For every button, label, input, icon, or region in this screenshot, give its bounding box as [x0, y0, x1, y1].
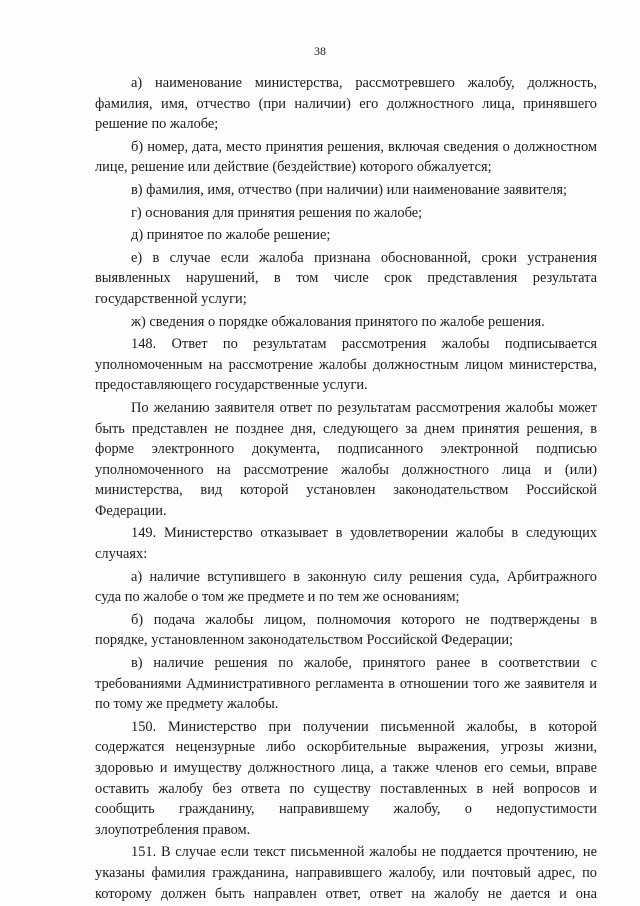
paragraph-item-d-decision: д) принятое по жалобе решение;	[131, 227, 331, 244]
paragraph-151-unreadable-complaint: 151. В случае если текст письменной жалобы не поддается прочтению, не указаны фамилия гражданина, направившего жалобу, или почтовый адрес, по которому должен быть направлен ответ, ответ на жалобу не дается и она	[95, 844, 597, 902]
paragraph-149-item-v: в) наличие решения по жалобе, принятого ранее в соответствии с требованиями Административного регламента в отношении того же заявителя и по тому же предмету жалобы.	[95, 655, 597, 713]
paragraph-item-b-decision-details: б) номер, дата, место принятия решения, включая сведения о должностном лице, решение или действие (бездействие) которого обжалуется;	[95, 138, 597, 176]
paragraph-item-g-decision-grounds: г) основания для принятия решения по жалобе;	[131, 204, 423, 221]
paragraph-149-item-a: а) наличие вступившего в законную силу решения суда, Арбитражного суда по жалобе о том же предмете и по тем же основаниям;	[95, 568, 597, 606]
paragraph-149-refusal-cases: 149. Министерство отказывает в удовлетворении жалобы в следующих случаях:	[95, 525, 597, 563]
paragraph-149-item-b: б) подача жалобы лицом, полномочия которого не подтверждены в порядке, установленном законодательством Российской Федерации;	[95, 611, 597, 649]
paragraph-148-response-signing: 148. Ответ по результатам рассмотрения жалобы подписывается уполномоченным на рассмотрение жалобы должностным лицом министерства, предоставляющего государственные услуги.	[95, 336, 597, 394]
paragraph-150-offensive-complaint: 150. Министерство при получении письменной жалобы, в которой содержатся нецензурные либо оскорбительные выражения, угрозы жизни, здоровью и имуществу должностного лица, а также членов его семьи, вправе оставить жалобу без ответа по существу поставленных в ней вопросов и сообщить гражданину, направившему жалобу, о недопустимости злоупотребления правом.	[95, 718, 597, 838]
paragraph-item-zh-appeal-procedure: ж) сведения о порядке обжалования принятого по жалобе решения.	[131, 313, 545, 330]
paragraph-item-e-remedy-terms: е) в случае если жалоба признана обоснованной, сроки устранения выявленных нарушений, в том числе срок представления результата государственной услуги;	[95, 249, 597, 307]
page-number: 38	[314, 44, 326, 58]
paragraph-item-a-ministry-name: а) наименование министерства, рассмотревшего жалобу, должность, фамилия, имя, отчество (при наличии) его должностного лица, принявшего решение по жалобе;	[95, 75, 597, 133]
document-body	[95, 73, 597, 906]
paragraph-item-v-applicant-name: в) фамилия, имя, отчество (при наличии) или наименование заявителя;	[131, 181, 567, 198]
paragraph-148-electronic-response: По желанию заявителя ответ по результатам рассмотрения жалобы может быть представлен не позднее дня, следующего за днем принятия решения, в форме электронного документа, подписанного электронной подписью уполномоченного на рассмотрение жалобы должностного лица и (или) министерства, вид которой установлен законодательством Российской Федерации.	[95, 399, 597, 519]
